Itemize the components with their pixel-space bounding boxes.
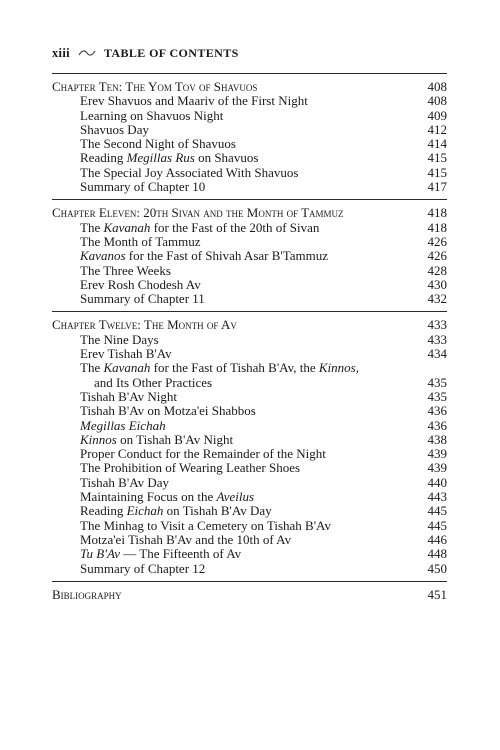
entry-page: 439 — [427, 460, 447, 476]
entry-page: 434 — [427, 346, 447, 362]
toc-entry[interactable] — [52, 333, 447, 347]
entry-text: Proper Conduct for the Remainder of the Night — [80, 446, 326, 462]
entry-page: 412 — [427, 121, 447, 137]
entry-page: 436 — [427, 403, 447, 419]
table-of-contents — [52, 73, 447, 607]
entry-title — [52, 519, 411, 533]
entry-title — [52, 249, 411, 263]
entry-text: for the Fast of Shivah Asar B'Tammuz — [125, 248, 329, 264]
entry-text: The Special Joy Associated With Shavuos — [80, 164, 299, 180]
entry-page: 414 — [427, 136, 447, 152]
entry-italic-text: Kavanah — [103, 219, 151, 235]
entry-text: on Tishah B'Av Day — [163, 503, 272, 519]
entry-page: 433 — [427, 331, 447, 347]
toc-entry[interactable] — [52, 461, 447, 475]
entry-text: on Tishah B'Av Night — [116, 431, 234, 447]
toc-entry[interactable] — [52, 390, 447, 404]
toc-entry[interactable] — [52, 123, 447, 137]
toc-entry[interactable] — [52, 235, 447, 249]
toc-entry[interactable] — [52, 264, 447, 278]
entry-title — [52, 447, 411, 461]
entry-italic-text: Megillas Rus — [126, 150, 195, 166]
chapter-page: 433 — [427, 317, 447, 333]
entry-text: Tishah B'Av Day — [80, 474, 170, 490]
entry-page: 435 — [427, 374, 447, 390]
entry-page: 448 — [427, 546, 447, 562]
entry-title — [52, 264, 411, 278]
entry-title — [52, 390, 411, 404]
entry-title — [52, 490, 411, 504]
entry-page: 426 — [427, 233, 447, 249]
toc-entry[interactable] — [52, 221, 447, 235]
entry-text: Learning on Shavuos Night — [80, 107, 224, 123]
toc-entry[interactable] — [52, 419, 447, 433]
toc-entry[interactable] — [52, 278, 447, 292]
entry-page: 417 — [427, 179, 447, 195]
entry-italic-text: Kavanos — [80, 248, 126, 264]
entry-text: Summary of Chapter 11 — [80, 291, 205, 307]
toc-entry[interactable] — [52, 447, 447, 461]
chapter-page: 451 — [427, 586, 447, 602]
ornament-swash-icon — [78, 46, 96, 61]
entry-text: The Second Night of Shavuos — [80, 136, 236, 152]
entry-text: Maintaining Focus on the — [80, 489, 217, 505]
entry-text: Reading — [80, 150, 127, 166]
toc-entry[interactable] — [52, 180, 447, 194]
entry-title — [52, 419, 411, 433]
entry-text: — The Fifteenth of Av — [119, 546, 242, 562]
entry-italic-text: Kavanah — [103, 360, 151, 376]
entry-italic-text: Kinnos — [80, 431, 117, 447]
entry-text: Motza'ei Tishah B'Av and the 10th of Av — [80, 531, 292, 547]
toc-entry[interactable] — [52, 137, 447, 151]
running-head-title: TABLE OF CONTENTS — [103, 46, 239, 60]
entry-page: 428 — [427, 262, 447, 278]
entry-text: for the Fast of the 20th of Sivan — [150, 219, 320, 235]
entry-title — [52, 347, 411, 361]
chapter-heading[interactable] — [52, 80, 447, 94]
entry-page: 426 — [427, 248, 447, 264]
entry-title — [52, 562, 411, 576]
entry-title — [52, 404, 411, 418]
entry-text: Tishah B'Av on Motza'ei Shabbos — [80, 403, 256, 419]
toc-entry[interactable] — [52, 547, 447, 561]
entry-text: Shavuos Day — [80, 121, 149, 137]
entry-text: The Minhag to Visit a Cemetery on Tishah B'Av — [80, 517, 331, 533]
entry-text: The Prohibition of Wearing Leather Shoes — [80, 460, 301, 476]
entry-page: 415 — [427, 164, 447, 180]
entry-text: Reading — [80, 503, 127, 519]
toc-entry[interactable] — [52, 533, 447, 547]
entry-title — [52, 137, 411, 151]
entry-title — [52, 123, 411, 137]
entry-title — [52, 221, 411, 235]
toc-entry[interactable] — [52, 249, 447, 263]
chapter-heading[interactable] — [52, 588, 447, 602]
toc-entry[interactable] — [52, 151, 447, 165]
chapter-heading[interactable] — [52, 318, 447, 332]
entry-title — [52, 547, 411, 561]
running-head — [52, 46, 239, 61]
entry-title — [52, 504, 411, 518]
entry-title — [52, 94, 411, 108]
chapter-page: 418 — [427, 205, 447, 221]
entry-page: 409 — [427, 107, 447, 123]
toc-entry[interactable] — [52, 490, 447, 504]
entry-page: 439 — [427, 446, 447, 462]
entry-title — [52, 180, 411, 194]
entry-page: 438 — [427, 431, 447, 447]
toc-entry[interactable] — [52, 166, 447, 180]
toc-entry[interactable] — [52, 361, 447, 390]
entry-text: Erev Tishah B'Av — [80, 346, 172, 362]
entry-page: 415 — [427, 150, 447, 166]
entry-continuation: and Its Other Practices — [94, 374, 213, 390]
entry-italic-text: Eichah — [126, 503, 164, 519]
entry-text: Tishah B'Av Night — [80, 388, 177, 404]
entry-title — [52, 292, 411, 306]
entry-text: The — [80, 219, 104, 235]
page-folio: xiii — [52, 46, 70, 60]
toc-entry[interactable] — [52, 404, 447, 418]
chapter-section — [52, 73, 447, 194]
entry-title — [52, 166, 411, 180]
entry-text: Summary of Chapter 12 — [80, 560, 206, 576]
entry-page: 446 — [427, 531, 447, 547]
entry-page: 450 — [427, 560, 447, 576]
chapter-section — [52, 199, 447, 306]
entry-page: 432 — [427, 291, 447, 307]
toc-entry[interactable] — [52, 504, 447, 518]
entry-title — [52, 461, 411, 475]
entry-page: 445 — [427, 503, 447, 519]
entry-page: 408 — [427, 93, 447, 109]
toc-entry[interactable] — [52, 562, 447, 576]
entry-title — [52, 433, 411, 447]
entry-title — [52, 361, 411, 390]
toc-entry[interactable] — [52, 433, 447, 447]
toc-entry[interactable] — [52, 109, 447, 123]
entry-text: Erev Shavuos and Maariv of the First Night — [80, 93, 308, 109]
entry-italic-text: Aveilus — [216, 489, 255, 505]
toc-entry[interactable] — [52, 347, 447, 361]
chapter-section — [52, 311, 447, 575]
entry-title — [52, 235, 411, 249]
entry-text: for the Fast of Tishah B'Av, the — [150, 360, 319, 376]
entry-page: 418 — [427, 219, 447, 235]
chapter-title: Chapter Eleven: 20th Sivan and the Month of Tammuz — [52, 205, 344, 221]
chapter-section — [52, 581, 447, 602]
entry-italic-text: Tu B'Av — [80, 546, 120, 562]
entry-page: 436 — [427, 417, 447, 433]
entry-text: The Nine Days — [80, 331, 159, 347]
entry-page: 435 — [427, 388, 447, 404]
toc-entry[interactable] — [52, 476, 447, 490]
entry-page: 443 — [427, 489, 447, 505]
chapter-page: 408 — [427, 79, 447, 94]
entry-page: 440 — [427, 474, 447, 490]
chapter-title: Chapter Ten: The Yom Tov of Shavuos — [52, 79, 258, 94]
entry-text: The — [80, 360, 104, 376]
entry-title — [52, 109, 411, 123]
entry-title — [52, 533, 411, 547]
entry-title — [52, 278, 411, 292]
entry-italic-text: Megillas Eichah — [80, 417, 166, 433]
entry-italic-text: Kinnos, — [318, 360, 359, 376]
entry-title — [52, 333, 411, 347]
entry-title — [52, 476, 411, 490]
chapter-heading[interactable] — [52, 206, 447, 220]
chapter-title: Bibliography — [52, 586, 122, 602]
chapter-title: Chapter Twelve: The Month of Av — [52, 317, 237, 333]
entry-text: Erev Rosh Chodesh Av — [80, 276, 201, 292]
entry-text: on Shavuos — [194, 150, 259, 166]
entry-text: The Three Weeks — [80, 262, 171, 278]
entry-page: 445 — [427, 517, 447, 533]
entry-text: The Month of Tammuz — [80, 233, 201, 249]
entry-title — [52, 151, 411, 165]
toc-entry[interactable] — [52, 94, 447, 108]
toc-entry[interactable] — [52, 292, 447, 306]
entry-page: 430 — [427, 276, 447, 292]
toc-entry[interactable] — [52, 519, 447, 533]
entry-text: Summary of Chapter 10 — [80, 179, 206, 195]
